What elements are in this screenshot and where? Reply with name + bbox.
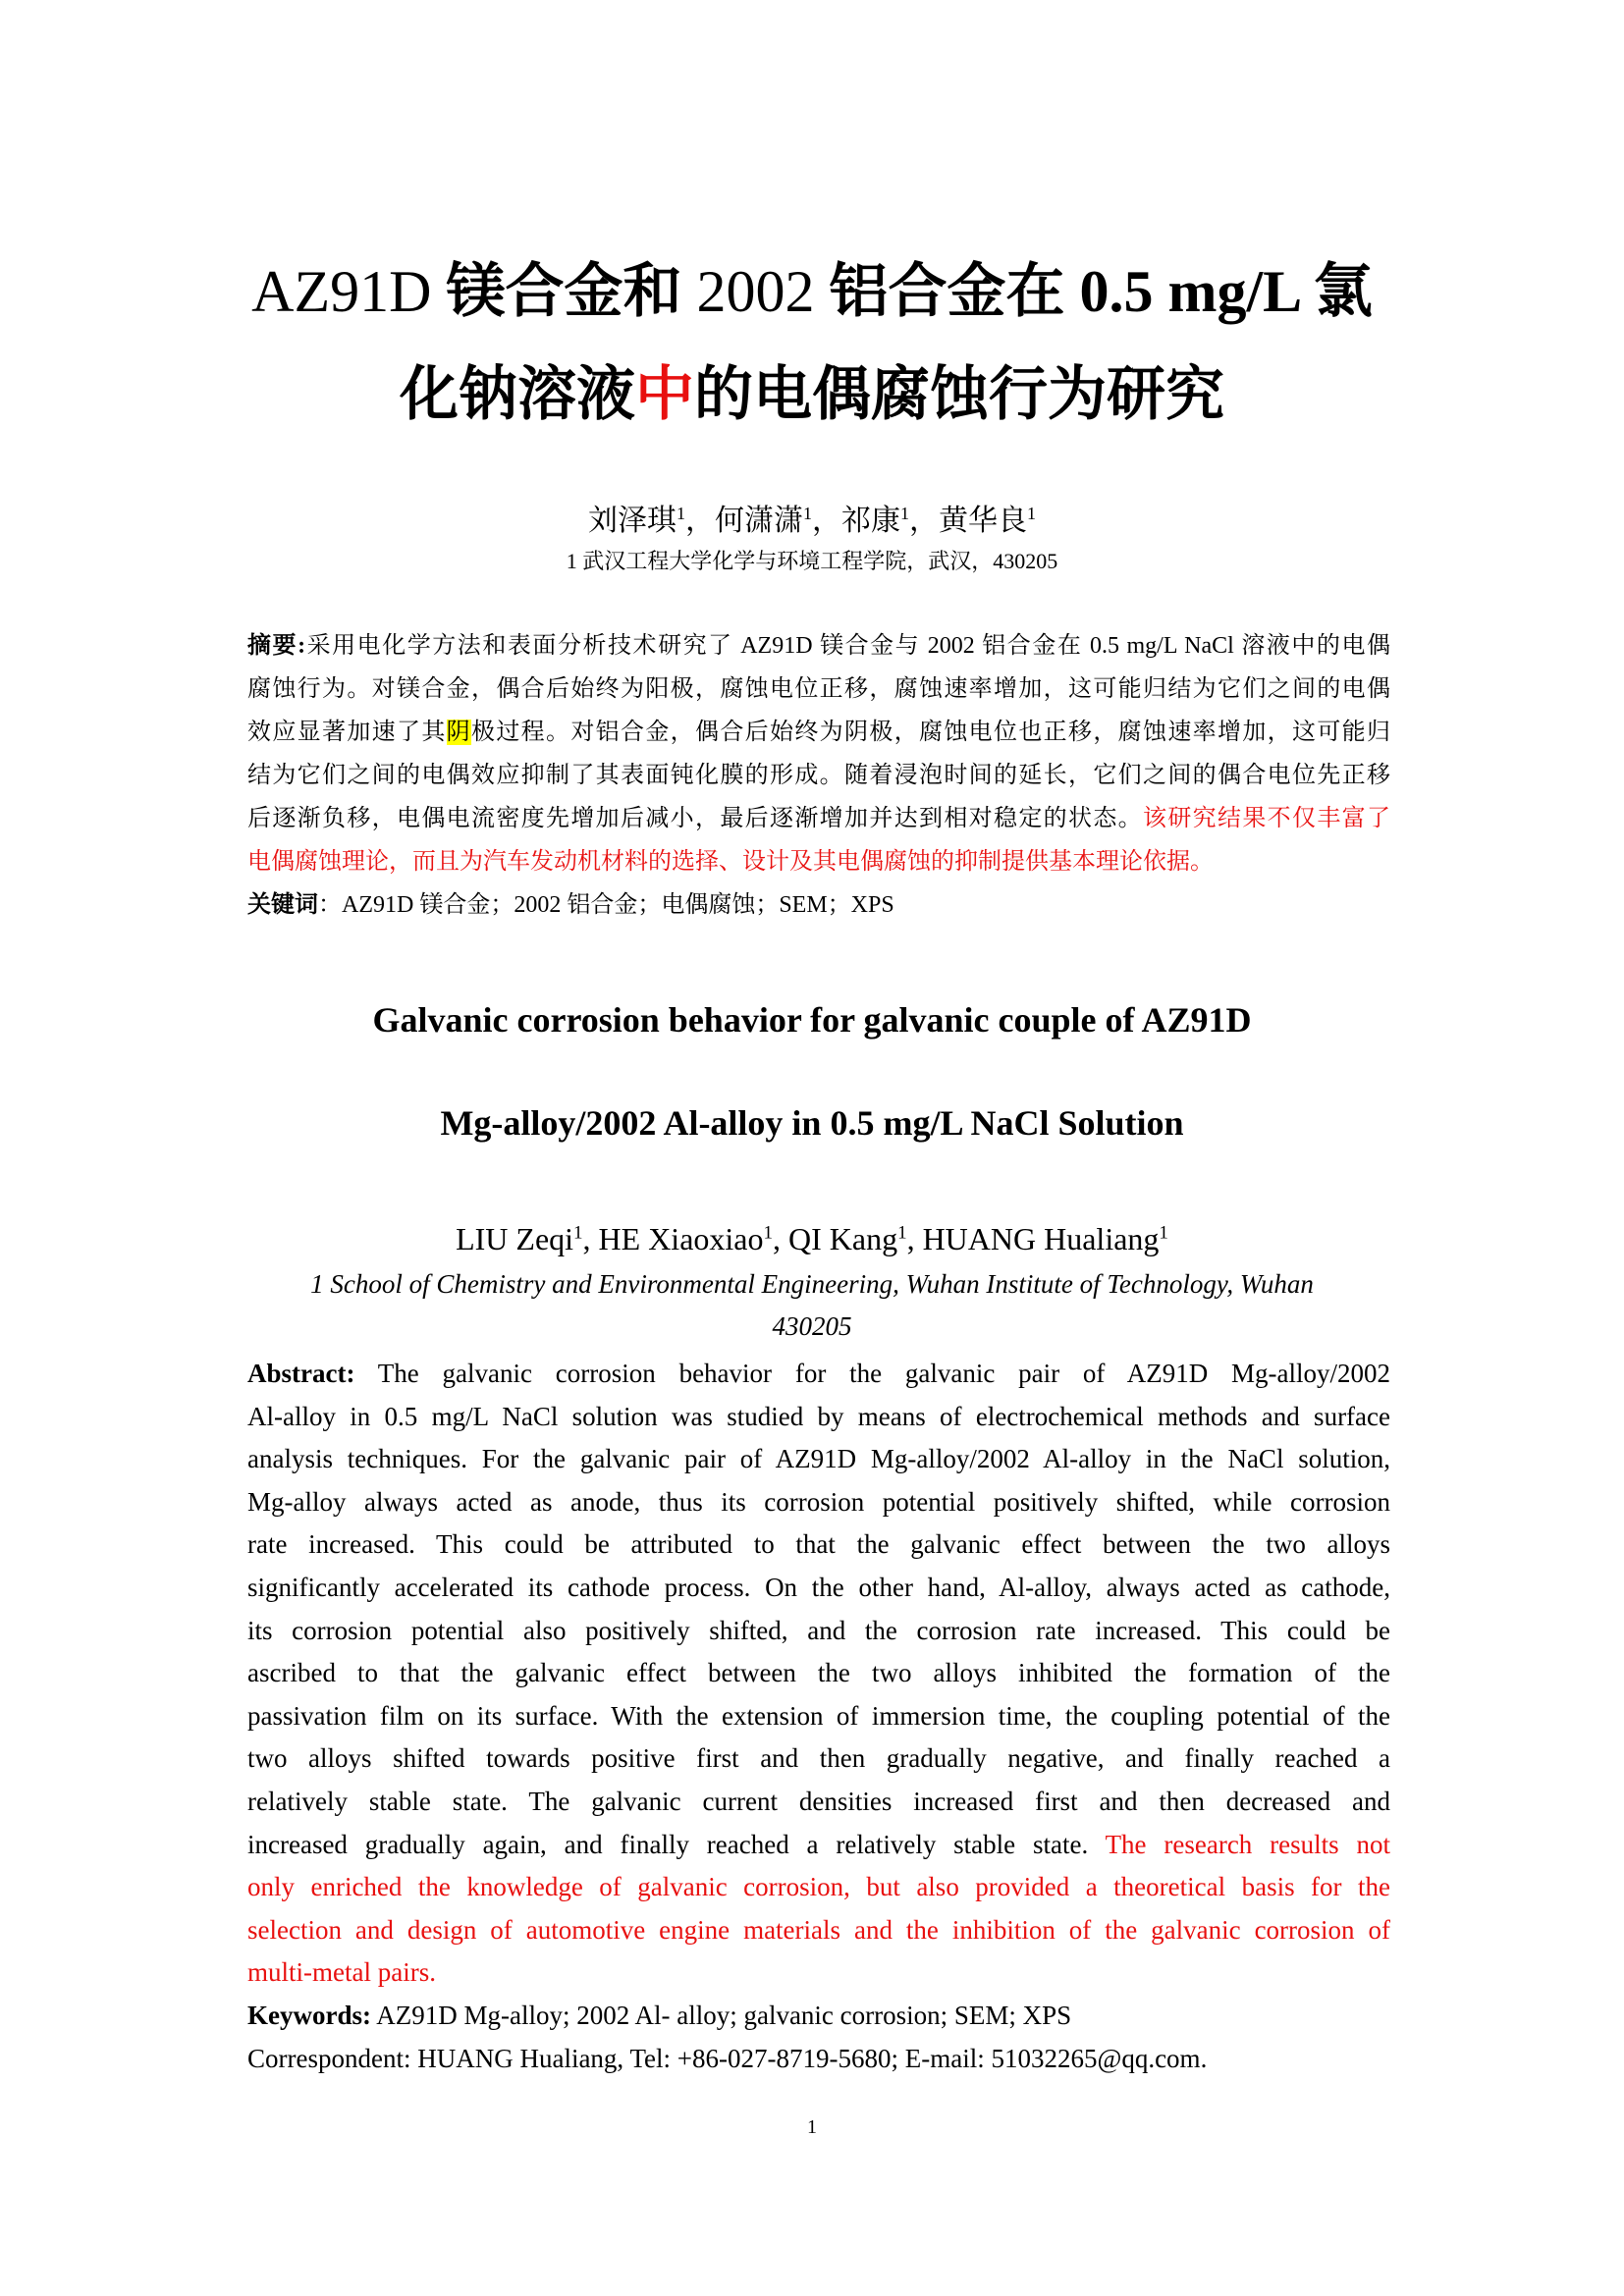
author-affiliation-mark: 1 [573,1222,583,1244]
keywords-text: ：AZ91D 镁合金；2002 铝合金；电偶腐蚀；SEM；XPS [318,892,894,918]
separator: , [772,1221,788,1256]
abstract-text: 效应显著加速了其 [247,720,447,745]
abstract-line: ascribed to that the galvanic effect between the two alloys inhibited the formation of the [247,1658,1390,1688]
keywords-label: Keywords: [247,2000,371,2030]
chinese-abstract [247,624,1390,927]
abstract-line: selection and design of automotive engine materials and the inhibition of the galvanic corrosion of [247,1914,1390,1945]
abstract-label: Abstract: [247,1359,355,1388]
abstract-line: Mg-alloy always acted as anode, thus its corrosion potential positively shifted, while corrosion [247,1486,1390,1517]
separator: ， [909,505,939,537]
english-authors [0,1221,1624,1257]
title-text: 化钠溶液 [400,362,635,427]
keywords-label: 关键词 [247,892,318,918]
author-name: 何潇潇 [715,505,803,537]
separator: ， [685,505,715,537]
abstract-line [247,797,1390,840]
abstract-line: rate increased. This could be attributed to that the galvanic effect between the two alloys [247,1529,1390,1560]
abstract-line: multi-metal pairs. [247,1957,436,1988]
keywords-line [247,883,1390,927]
page-number: 1 [807,2116,817,2138]
keywords-line [247,1995,1390,2038]
chinese-title [0,257,1624,429]
author-affiliation-mark: 1 [1159,1222,1168,1244]
title-text: AZ91D [251,259,432,324]
abstract-red-text: The research results not [1105,1829,1390,1859]
abstract-text: 采用电化学方法和表面分析技术研究了 AZ91D 镁合金与 2002 铝合金在 0.5 mg/L NaCl 溶液中的电偶 [305,633,1390,659]
abstract-line [247,624,1390,667]
abstract-red-text: 该研究结果不仅丰富了 [1143,806,1390,831]
author-affiliation-mark: 1 [900,504,909,523]
author-name: HE Xiaoxiao [598,1221,764,1256]
chinese-title-line-1 [0,257,1624,326]
abstract-text: The galvanic corrosion behavior for the galvanic pair of AZ91D Mg-alloy/2002 [354,1359,1390,1388]
abstract-line: 结为它们之间的电偶效应抑制了其表面钝化膜的形成。随着浸泡时间的延长，它们之间的偶合电位先正移 [247,763,1390,788]
english-abstract [247,1353,1390,2080]
title-text: 0.5 mg/L [1079,259,1299,324]
separator: , [582,1221,599,1256]
abstract-line: 电偶腐蚀理论，而且为汽车发动机材料的选择、设计及其电偶腐蚀的抑制提供基本理论依据。 [247,849,1214,875]
english-affiliation-line-2: 430205 [772,1311,852,1341]
abstract-line: analysis techniques. For the galvanic pair of AZ91D Mg-alloy/2002 Al-alloy in the NaCl solution, [247,1444,1390,1474]
title-highlight-text: 中 [635,362,694,427]
abstract-text: 极过程。对铝合金，偶合后始终为阴极，腐蚀电位也正移，腐蚀速率增加，这可能归 [471,720,1391,745]
abstract-line: only enriched the knowledge of galvanic corrosion, but also provided a theoretical basis for the [247,1872,1390,1902]
keywords-text: AZ91D Mg-alloy; 2002 Al- alloy; galvanic corrosion; SEM; XPS [370,2000,1072,2030]
abstract-line [247,711,1390,754]
author-affiliation-mark: 1 [1027,504,1036,523]
separator: , [906,1221,923,1256]
abstract-line [247,1824,1390,1867]
author-affiliation-mark: 1 [677,504,685,523]
abstract-label: 摘要: [247,633,306,659]
author-name: 祁康 [841,505,900,537]
abstract-line: 腐蚀行为。对镁合金，偶合后始终为阳极，腐蚀电位正移，腐蚀速率增加，这可能归结为它们之间的电偶 [247,676,1390,702]
title-text: 氯 [1313,259,1373,324]
author-affiliation-mark: 1 [897,1222,907,1244]
english-affiliation-line-1: 1 School of Chemistry and Environmental Engineering, Wuhan Institute of Technology, Wuhan [310,1269,1314,1299]
title-text: 的电偶腐蚀行为研究 [694,362,1224,427]
abstract-line: significantly accelerated its cathode process. On the other hand, Al-alloy, always acted as cathode, [247,1572,1390,1602]
abstract-text: increased gradually again, and finally reached a relatively stable state. [247,1829,1106,1859]
correspondent-line: Correspondent: HUANG Hualiang, Tel: +86-027-8719-5680; E-mail: 51032265@qq.com. [247,2043,1208,2073]
separator: ， [812,505,841,537]
abstract-line: Al-alloy in 0.5 mg/L NaCl solution was studied by means of electrochemical methods and surface [247,1401,1390,1431]
chinese-affiliation: 1 武汉工程大学化学与环境工程学院，武汉，430205 [566,549,1058,573]
abstract-line: two alloys shifted towards positive first and then gradually negative, and finally reached a [247,1743,1390,1774]
chinese-authors [0,496,1624,539]
author-name: QI Kang [787,1221,898,1256]
abstract-line: its corrosion potential also positively shifted, and the corrosion rate increased. This could be [247,1615,1390,1645]
author-name: HUANG Hualiang [922,1221,1160,1256]
author-affiliation-mark: 1 [803,504,812,523]
abstract-line: passivation film on its surface. With the extension of immersion time, the coupling potential of the [247,1700,1390,1731]
title-text: 镁合金和 [446,259,682,324]
abstract-text: 后逐渐负移，电偶电流密度先增加后减小，最后逐渐增加并达到相对稳定的状态。 [247,806,1143,831]
author-name: LIU Zeqi [456,1221,574,1256]
highlighted-text: 阴 [446,720,472,745]
chinese-title-line-2 [0,360,1624,429]
title-text: 2002 [696,259,815,324]
author-name: 刘泽琪 [588,505,677,537]
abstract-line: relatively stable state. The galvanic current densities increased first and then decreased and [247,1786,1390,1816]
title-text: 铝合金在 [829,259,1065,324]
abstract-line [247,1353,1390,1396]
english-title-line-2: Mg-alloy/2002 Al-alloy in 0.5 mg/L NaCl Solution [440,1103,1184,1143]
author-affiliation-mark: 1 [763,1222,773,1244]
author-name: 黄华良 [939,505,1027,537]
english-title-line-1: Galvanic corrosion behavior for galvanic couple of AZ91D [372,1000,1252,1040]
